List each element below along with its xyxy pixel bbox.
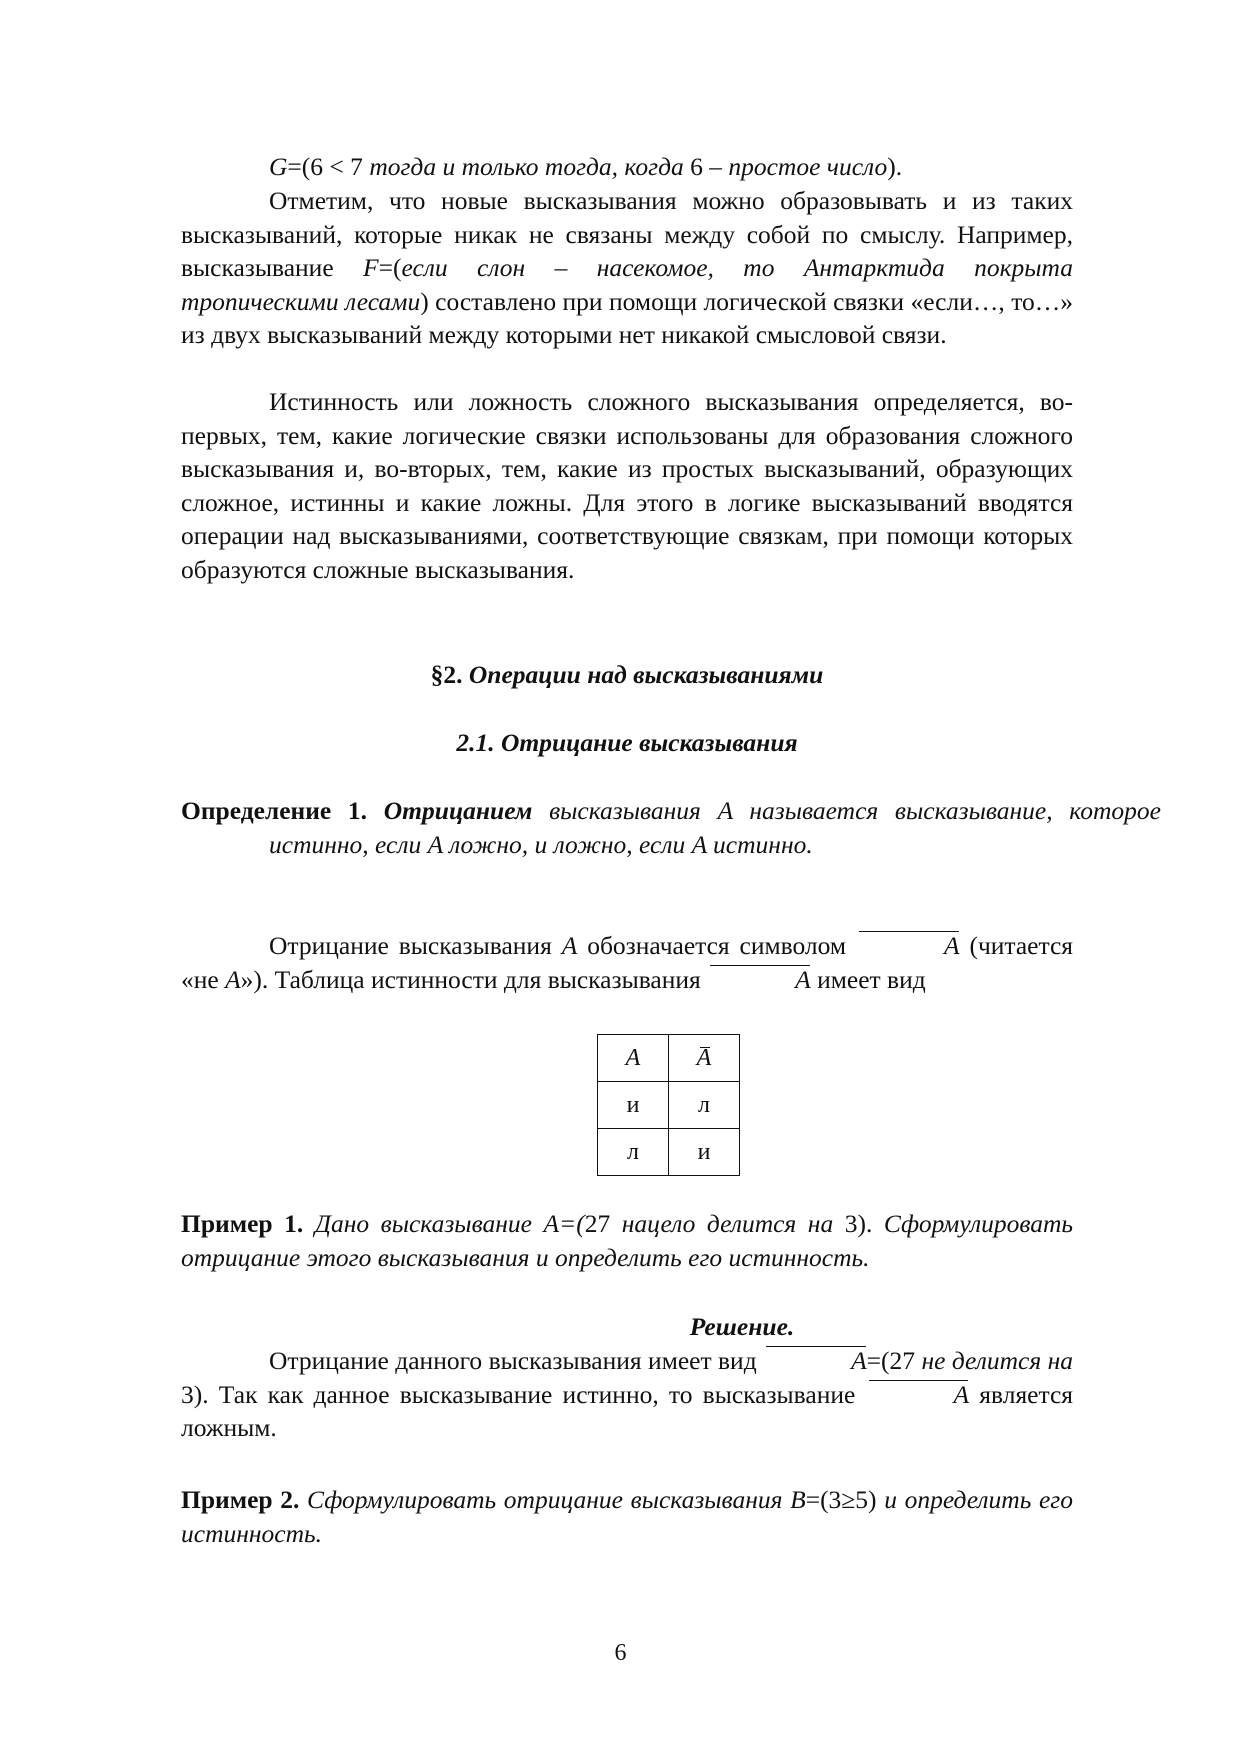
example-2: Пример 2. Сформулировать отрицание высказывания B=(3≥5) и определить его истинность. <box>181 1485 1073 1548</box>
paragraph-3: Отрицание высказывания A обозначается символом A (читается «не A»). Таблица истинности для высказывания A имеет вид <box>181 929 1073 996</box>
truth-table <box>597 1034 740 1176</box>
solution-text: Отрицание данного высказывания имеет вид A=(27 не делится на 3). Так как данное высказывание истинно, то высказывание A является ложным. <box>181 1346 1074 1442</box>
table-row: л и <box>598 1129 740 1176</box>
negation-symbol: A <box>856 929 960 963</box>
table-row: и л <box>598 1082 740 1129</box>
example-1: Пример 1. Дано высказывание A=(27 нацело делится на 3). Сформулировать отрицание этого высказывания и определить его истинность. <box>181 1209 1073 1272</box>
paragraph-2: Истинность или ложность сложного высказывания определяется, во-первых, тем, какие логические связки использованы для образования сложного высказывания и, во-вторых, тем, какие из простых высказываний, образующих сложное, истинны и какие ложны. Для этого в логике высказываний вводятся операции над высказываниями, соответствующие связкам, при помощи которых образуются сложные высказывания. <box>181 387 1073 584</box>
definition-1: Определение 1. Отрицанием высказывания A называется высказывание, которое истинно, если A ложно, и ложно, если A истинно. <box>181 796 1161 859</box>
page-number: 6 <box>614 1640 627 1666</box>
formula-g: G=(6 < 7 тогда и только тогда, когда 6 – простое число). <box>269 152 903 181</box>
paragraph-1: Отметим, что новые высказывания можно образовывать и из таких высказываний, которые никак не связаны между собой по смыслу. Например, высказывание F=(если слон – насекомое, то Антарктида покрыта тропическими лесами) составлено при помощи логической связки «если…, то…» из двух высказываний между которыми нет никакой смысловой связи. <box>181 186 1074 349</box>
section-heading: §2. Операции над высказываниями <box>430 660 824 689</box>
solution-heading: Решение. <box>689 1312 795 1341</box>
table-header-row: A A <box>598 1035 740 1082</box>
subsection-heading: 2.1. Отрицание высказывания <box>456 728 798 757</box>
